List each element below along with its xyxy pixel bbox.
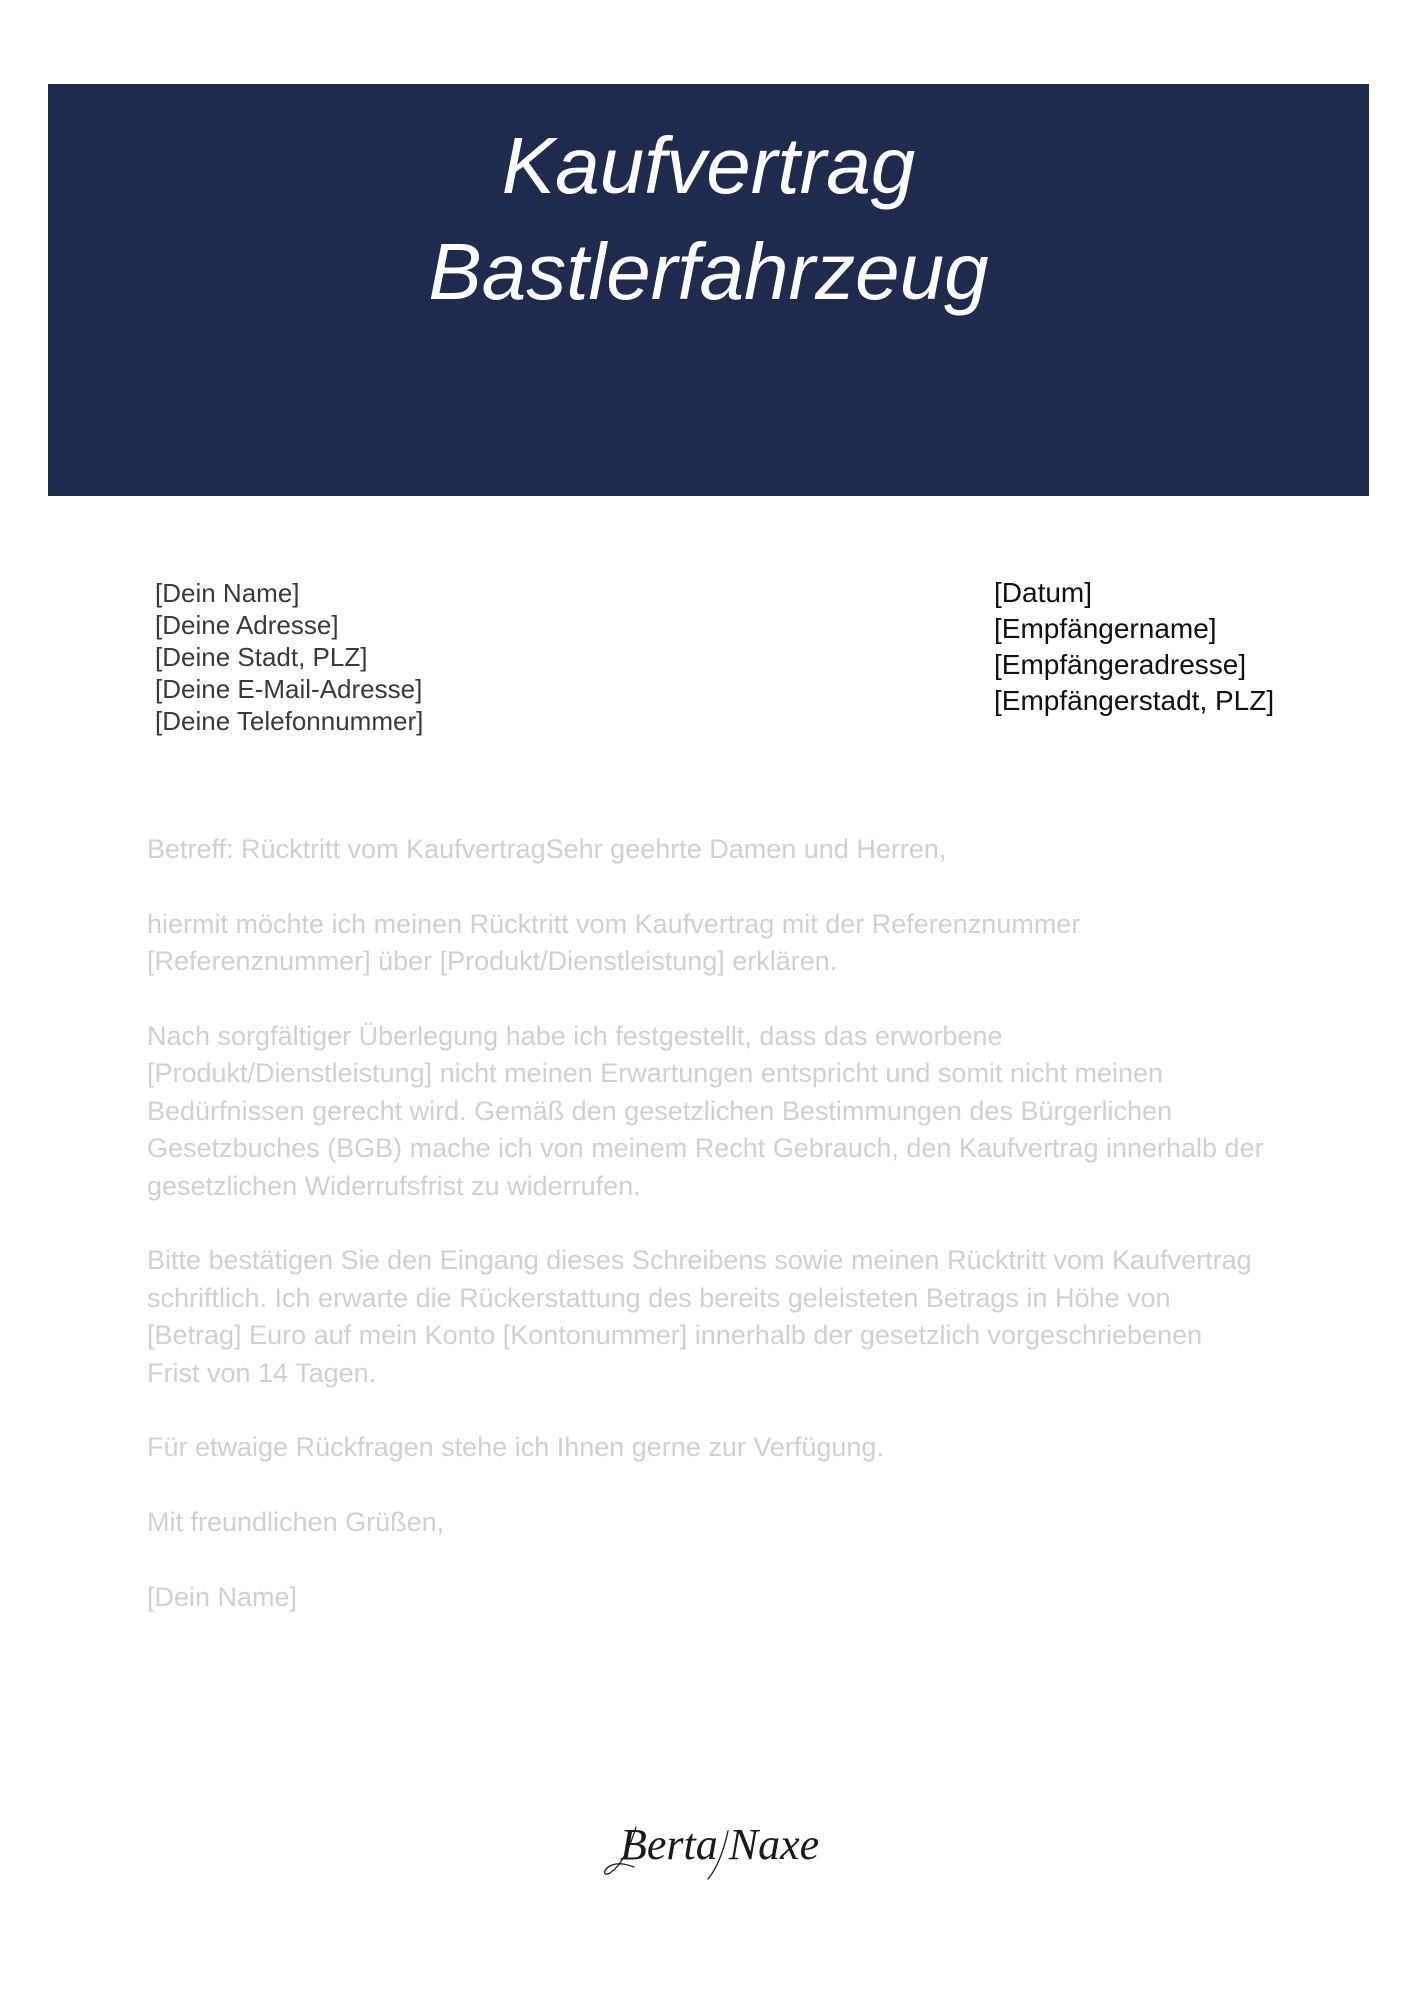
title-line: Bastlerfahrzeug bbox=[428, 227, 989, 316]
sender-phone: [Deine Telefonnummer] bbox=[155, 706, 424, 736]
header-banner bbox=[48, 84, 1369, 496]
body-line: Bedürfnissen gerecht wird. Gemäß den gesetzlichen Bestimmungen des Bürgerlichen bbox=[147, 1095, 1173, 1126]
recipient-city: [Empfängerstadt, PLZ] bbox=[994, 685, 1275, 716]
body-line: [Betrag] Euro auf mein Konto [Kontonummer] innerhalb der gesetzlich vorgeschriebenen bbox=[147, 1320, 1203, 1351]
body-line: schriftlich. Ich erwarte die Rückerstattung des bereits geleisteten Betrags in Höhe von bbox=[147, 1282, 1171, 1313]
body-line: [Produkt/Dienstleistung] nicht meinen Erwartungen entspricht und somit nicht meinen bbox=[147, 1058, 1164, 1089]
subject-paragraph bbox=[147, 831, 1307, 868]
body-paragraph bbox=[147, 1242, 1307, 1392]
sender-email: [Deine E-Mail-Adresse] bbox=[155, 674, 423, 704]
title-line: Kaufvertrag bbox=[501, 121, 916, 210]
sender-name: [Dein Name] bbox=[155, 578, 300, 608]
body-paragraph bbox=[147, 1018, 1307, 1205]
closing-line: Mit freundlichen Grüßen, bbox=[147, 1507, 445, 1538]
body-line: Betreff: Rücktritt vom KaufvertragSehr geehrte Damen und Herren, bbox=[147, 834, 947, 864]
sender-address-block bbox=[155, 577, 423, 737]
recipient-address: [Empfängeradresse] bbox=[994, 649, 1247, 680]
body-paragraph bbox=[147, 906, 1307, 981]
document-title bbox=[48, 113, 1369, 325]
closing-paragraph bbox=[147, 1504, 1307, 1541]
body-line: Nach sorgfältiger Überlegung habe ich festgestellt, dass das erworbene bbox=[147, 1021, 1003, 1051]
sender-city: [Deine Stadt, PLZ] bbox=[155, 642, 368, 672]
recipient-name: [Empfängername] bbox=[994, 613, 1217, 644]
body-line: Bitte bestätigen Sie den Eingang dieses Schreibens sowie meinen Rücktritt vom Kaufvertrag bbox=[147, 1245, 1252, 1276]
sender-address: [Deine Adresse] bbox=[155, 610, 339, 640]
closing-name-paragraph bbox=[147, 1579, 1307, 1616]
body-line: hiermit möchte ich meinen Rücktritt vom Kaufvertrag mit der Referenznummer bbox=[147, 908, 1081, 939]
body-line: Gesetzbuches (BGB) mache ich von meinem Recht Gebrauch, den Kaufvertrag innerhalb der bbox=[147, 1133, 1264, 1164]
recipient-address-block bbox=[994, 575, 1274, 719]
body-line: Frist von 14 Tagen. bbox=[147, 1357, 377, 1388]
body-line: gesetzlichen Widerrufsfrist zu widerrufen. bbox=[147, 1170, 641, 1201]
body-line: Für etwaige Rückfragen stehe ich Ihnen gerne zur Verfügung. bbox=[147, 1432, 884, 1463]
handwritten-signature bbox=[600, 1805, 840, 1885]
letter-date: [Datum] bbox=[994, 577, 1093, 608]
body-line: [Referenznummer] über [Produkt/Dienstleistung] erklären. bbox=[147, 946, 838, 977]
body-paragraph bbox=[147, 1429, 1307, 1466]
closing-name: [Dein Name] bbox=[147, 1582, 298, 1613]
signature-name: Berta Naxe bbox=[620, 1820, 820, 1869]
letter-body bbox=[147, 831, 1307, 1654]
